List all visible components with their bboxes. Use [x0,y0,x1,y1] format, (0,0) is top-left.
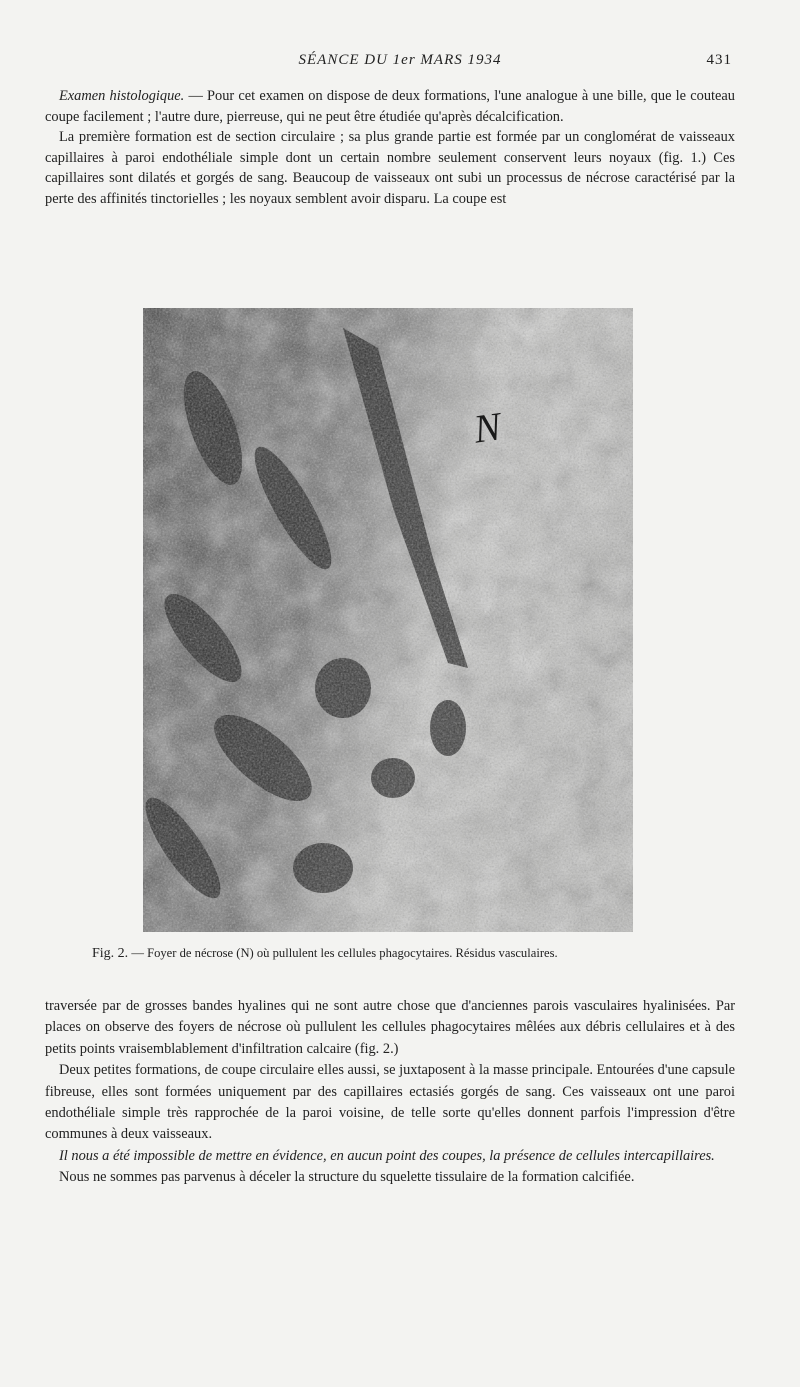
page-number: 431 [706,52,732,68]
caption-number: Fig. 2. [92,946,129,961]
paragraph-body: — Pour cet examen on dispose de deux formations, l'une analogue à une bille, que le couteau coupe facilement ; l'autre dure, pierreuse, qui ne peut être étudiée qu'après décalcification. [45,88,735,125]
caption-text: — Foyer de nécrose (N) où pullulent les cellules phagocytaires. Résidus vasculaires. [128,946,558,960]
paragraph-lead: Examen histologique. [59,88,185,104]
paragraph-first-formation [45,127,735,209]
paragraph-cellules: Il nous a été impossible de mettre en évidence, en aucun point des coupes, la présence de cellules intercapillaires. [59,1147,715,1164]
paragraph-body: La première formation est de section circulaire ; sa plus grande partie est formée par un conglomérat de vaisseaux capillaires à paroi endothéliale simple dont un certain nombre seulement conservent leurs noyaux (fig. 1.) Ces capillaires sont dilatés et gorgés de sang. Beaucoup de vaisseaux ont subi un processus de nécrose caractérisé par la perte des affinités tinctorielles ; les noyaux semblent avoir disparu. La coupe est [45,129,735,207]
figure-label-n: N [470,403,504,452]
figure-caption [92,946,752,962]
bottom-text-block [45,996,735,1189]
micrograph-figure [143,308,633,932]
paragraph-traversee: traversée par de grosses bandes hyalines qui ne sont autre chose que d'anciennes parois vasculaires hyalinisées. Par places on observe des foyers de nécrose où pullulent les cellules phagocytaires mêlées aux débris cellulaires et à des petits points vraisemblablement d'infiltration calcaire (fig. 2.) [45,998,735,1057]
paragraph-histology [45,86,735,127]
running-title: SÉANCE DU 1er MARS 1934 [298,52,502,68]
top-text-block [45,86,735,210]
paragraph-deux-formations: Deux petites formations, de coupe circulaire elles aussi, se juxtaposent à la masse principale. Entourées d'une capsule fibreuse, elles sont formées uniquement par des capillaires ectasiés gorgés de sang. Ces vaisseaux ont une paroi endothéliale simple très rapprochée de la paroi voisine, de telle sorte qu'elles donnent parfois l'impression d'être communes à deux vaisseaux. [45,1062,735,1143]
micrograph-image [143,308,633,932]
paragraph-squelette: Nous ne sommes pas parvenus à déceler la structure du squelette tissulaire de la formation calcifiée. [59,1169,635,1186]
